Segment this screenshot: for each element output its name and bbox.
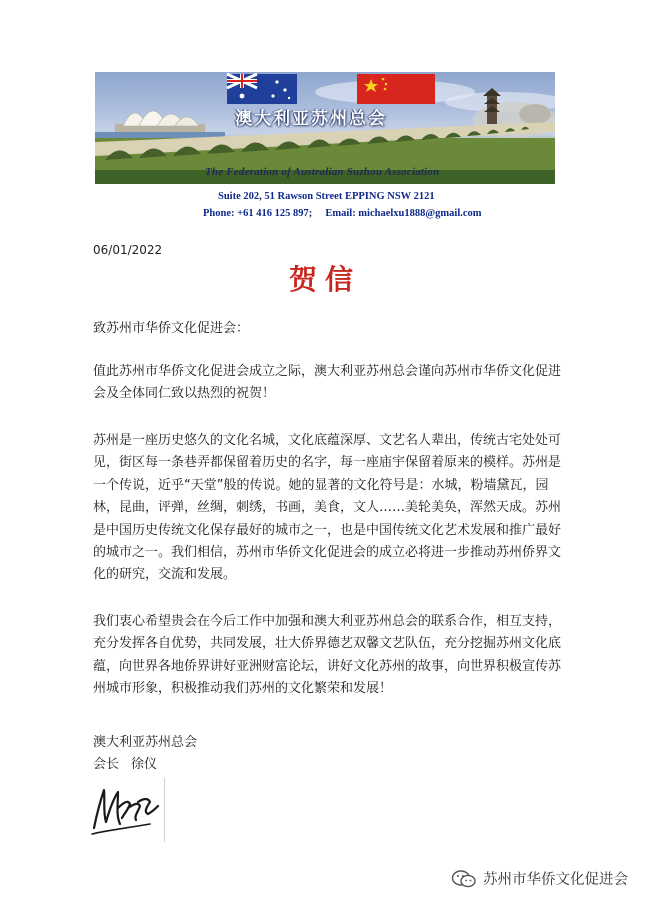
letterhead-banner — [95, 72, 555, 184]
paragraph-congratulations: 值此苏州市华侨文化促进会成立之际，澳大利亚苏州总会谨向苏州市华侨文化促进会及全体同仁致以热烈的祝贺！ — [93, 364, 562, 402]
signoff-role: 会长 — [93, 757, 120, 772]
paragraph-cooperation: 我们衷心希望贵会在今后工作中加强和澳大利亚苏州总会的联系合作，相互支持，充分发挥各自优势，共同发展，壮大侨界德艺双馨文艺队伍，充分挖掘苏州文化底蕴，向世界各地侨界讲好亚洲财富论坛，讲好文化苏州的故事，向世界积极宣传苏州城市形象，积极推动我们苏州的文化繁荣和发展！ — [93, 614, 562, 697]
signoff-role-line — [93, 753, 169, 772]
letter-date: 06/01/2022 — [93, 243, 163, 257]
signoff-organization: 澳大利亚苏州总会 — [93, 735, 198, 750]
australia-flag-icon — [227, 74, 297, 104]
china-flag-icon — [357, 74, 435, 104]
watermark-text: 苏州市华侨文化促进会 — [483, 872, 628, 888]
signoff-name: 徐仪 — [131, 757, 158, 772]
letter-salutation: 致苏州市华侨文化促进会： — [93, 321, 250, 336]
paragraph-suzhou-culture: 苏州是一座历史悠久的文化名城，文化底蕴深厚、文艺名人辈出，传统古宅处处可见，街区每一条巷弄都保留着历史的名字，每一座庙宇保留着原来的模样。苏州是一个传说，近乎“天堂”般的传说。她的显著的文化符号是：水城，粉墙黛瓦，园林，昆曲，评弹，丝绸，刺绣，书画，美食，文人……美轮美奂，浑然天成。苏州是中国历史传统文化保存最好的城市之一，也是中国传统文化艺术发展和推广最好的城市之一。我们相信，苏州市华侨文化促进会的成立必将进一步推动苏州侨界文化的研究，交流和发展。 — [93, 433, 562, 583]
org-contact: Phone: +61 416 125 897; Email: michaelxu1888@gmail.com — [203, 208, 482, 219]
org-name-chinese: 澳大利亚苏州总会 — [235, 109, 387, 129]
wechat-watermark — [451, 868, 628, 889]
org-name-english: The Federation of Australian Suzhou Association — [205, 166, 440, 178]
handwritten-signature — [88, 778, 165, 842]
letter-title: 贺信 — [288, 263, 361, 296]
org-address: Suite 202, 51 Rawson Street EPPING NSW 2121 — [218, 191, 435, 202]
wechat-icon — [451, 869, 477, 889]
